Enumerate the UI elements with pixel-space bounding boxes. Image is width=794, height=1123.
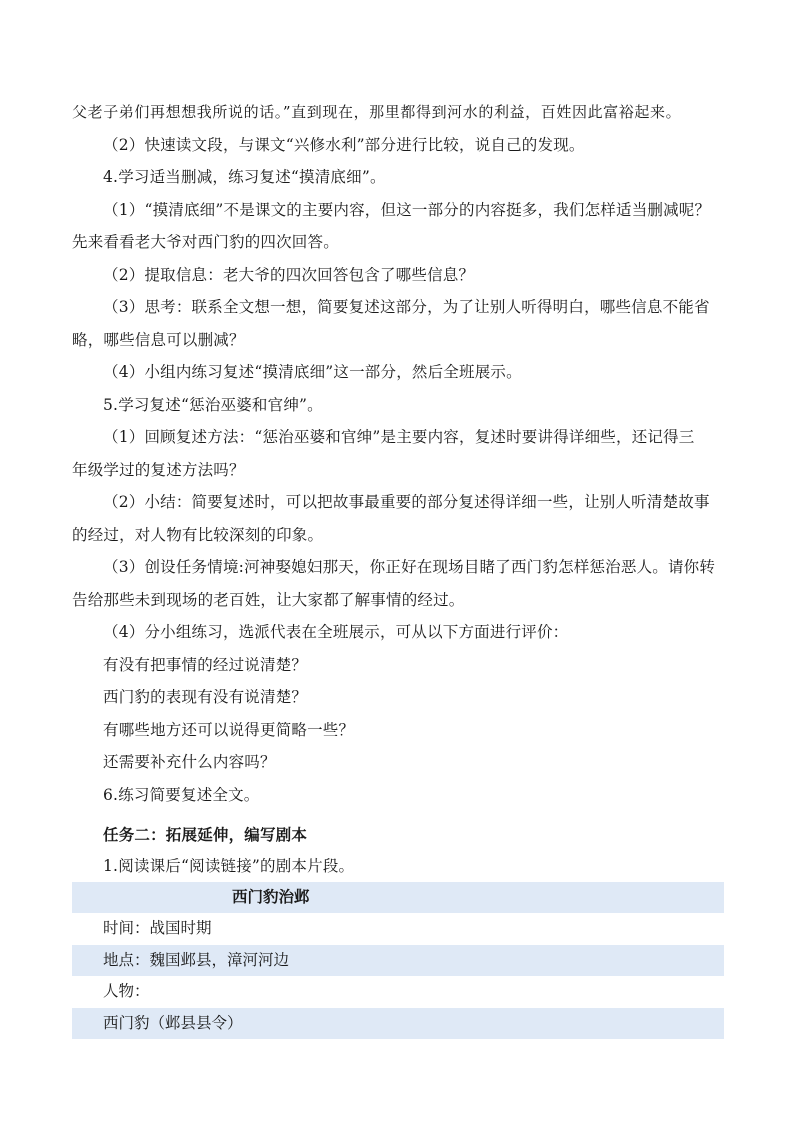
text-line: （2）提取信息：老大爷的四次回答包含了哪些信息？: [103, 265, 475, 284]
text-line: （4）分小组练习，选派代表在全班展示，可从以下方面进行评价：: [103, 623, 569, 641]
document-page: [72, 96, 724, 1039]
text-line: 先来看看老大爷对西门豹的四次回答。: [72, 233, 339, 251]
script-row: 时间：战国时期: [72, 913, 724, 945]
text-line: （2）快速读文段，与课文“兴修水利”部分进行比较，说自己的发现。: [103, 135, 585, 154]
text-line: 4.学习适当删减，练习复述“摸清底细”。: [103, 168, 386, 186]
text-line: 父老子弟们再想想我所说的话。”直到现在，那里都得到河水的利益，百姓因此富裕起来。: [72, 103, 682, 121]
text-line: （3）创设任务情境:河神娶媳妇那天，你正好在现场目睹了西门豹怎样惩治恶人。请你转: [103, 558, 716, 576]
text-line: （4）小组内练习复述“摸清底细”这一部分，然后全班展示。: [103, 363, 522, 381]
script-title: 西门豹治邺: [72, 882, 724, 914]
text-line: 6.练习简要复述全文。: [103, 785, 260, 804]
text-line: 西门豹的表现有没有说清楚？: [103, 688, 308, 706]
text-line: 略，哪些信息可以删减？: [72, 330, 245, 349]
section-heading: 任务二：拓展延伸，编写剧本: [103, 826, 308, 844]
text-line: （1）“摸清底细”不是课文的主要内容，但这一部分的内容挺多，我们怎样适当删减呢？: [103, 200, 711, 219]
script-row: 人物：: [72, 976, 724, 1008]
text-line: 1.阅读课后“阅读链接”的剧本片段。: [103, 856, 355, 875]
text-line: 有没有把事情的经过说清楚？: [103, 655, 308, 674]
text-line: 有哪些地方还可以说得更简略一些？: [103, 720, 355, 739]
script-table: [72, 882, 724, 1040]
text-line: 年级学过的复述方法吗？: [72, 460, 245, 479]
text-line: 告给那些未到现场的老百姓，让大家都了解事情的经过。: [72, 590, 465, 609]
text-line: 5.学习复述“惩治巫婆和官绅”。: [103, 395, 323, 414]
text-line: 还需要补充什么内容吗？: [103, 753, 276, 771]
script-row: 地点：魏国邺县，漳河河边: [72, 945, 724, 977]
text-line: （1）回顾复述方法：“惩治巫婆和官绅”是主要内容，复述时要讲得详细些，还记得三: [103, 428, 695, 446]
script-row: 西门豹（邺县县令）: [72, 1008, 724, 1040]
text-line: （2）小结：简要复述时，可以把故事最重要的部分复述得详细一些，让别人听清楚故事: [103, 493, 710, 511]
text-line: （3）思考：联系全文想一想，简要复述这部分，为了让别人听得明白，哪些信息不能省: [103, 298, 710, 316]
text-line: 的经过，对人物有比较深刻的印象。: [72, 525, 324, 544]
